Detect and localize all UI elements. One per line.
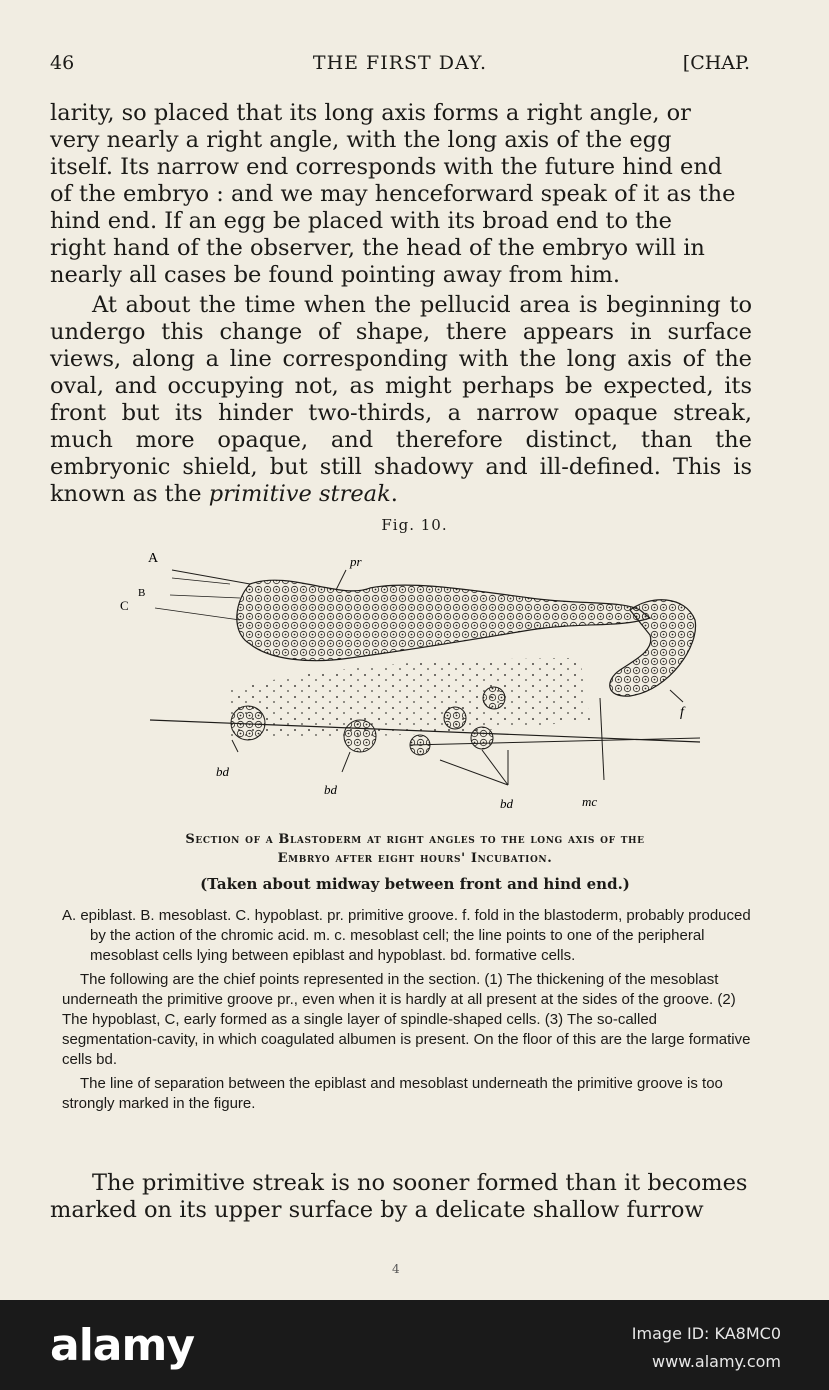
formative-cell (444, 707, 466, 729)
second-paragraph (50, 292, 752, 508)
alamy-logo: alamy (50, 1320, 194, 1371)
text-line: of the embryo : and we may henceforward speak of it as the (50, 181, 736, 207)
caption-line: Embryo after eight hours' Incubation. (277, 851, 553, 866)
stock-watermark-bar (0, 1300, 829, 1390)
page-number: 46 (50, 52, 75, 74)
text-line: hind end. If an egg be placed with its broad end to the (50, 208, 673, 234)
text-line: larity, so placed that its long axis forms a right angle, or (50, 100, 691, 126)
bottom-paragraph (50, 1170, 752, 1224)
figure-title: Fig. 10. (381, 516, 448, 534)
formative-cell (483, 687, 505, 709)
figure-legend (62, 906, 752, 1114)
blastoderm-section-illustration (110, 540, 730, 820)
text-line: very nearly a right angle, with the long axis of the egg (50, 127, 672, 153)
formative-cell (410, 735, 430, 755)
text-line: The primitive streak is no sooner formed than it becomes (92, 1170, 748, 1196)
paragraph-text: At about the time when the pellucid area is beginning to undergo this change of shape, there appears in surface views, along a line corresponding with the long axis of the oval, and occupying not, as might perhaps be expected, its front but its hinder two-thirds, a narrow opaque streak, much more opaque, and therefore distinct, than the embryonic shield, but still shadowy and ill-defined. This is known as the (50, 292, 752, 507)
text-line: right hand of the observer, the head of the embryo will in (50, 235, 705, 261)
formative-cell (471, 727, 493, 749)
label-pr: pr (350, 554, 362, 569)
legend-points: The following are the chief points represented in the section. (1) The thickening of the mesoblast underneath the primitive groove pr., even when it is hardly at all present at the sides of the groove. (2) The hypoblast, C, early formed as a single layer of spindle-shaped cells. (3) The so-called segmentation-cavity, in which coagulated albumen is present. On the floor of this are the large formative cells bd. (62, 971, 751, 1068)
label-bd-2: bd (324, 782, 337, 797)
text-line: marked on its upper surface by a delicate shallow furrow (50, 1197, 704, 1223)
label-f: f (680, 705, 684, 720)
running-title: THE FIRST DAY. (312, 52, 488, 74)
label-a: A (148, 551, 159, 566)
top-paragraph (50, 100, 752, 289)
watermark-url: www.alamy.com (652, 1352, 781, 1371)
formative-cell (231, 706, 265, 740)
image-id: Image ID: KA8MC0 (631, 1324, 781, 1343)
label-c: C (120, 598, 129, 613)
formative-cell (344, 720, 376, 752)
paragraph-end: . (390, 481, 398, 507)
caption-line: Section of a Blastoderm at right angles to the long axis of the (185, 832, 645, 847)
epiblast-layer (237, 580, 650, 660)
running-header (50, 52, 750, 82)
text-line: nearly all cases be found pointing away from him. (50, 262, 621, 288)
legend-note: The line of separation between the epiblast and mesoblast underneath the primitive groove is too strongly marked in the figure. (62, 1075, 723, 1112)
label-mc: mc (582, 794, 598, 809)
signature-mark: 4 (392, 1262, 400, 1276)
caption-subtitle: (Taken about midway between front and hind end.) (200, 875, 630, 893)
legend-key: A. epiblast. B. mesoblast. C. hypoblast. pr. primitive groove. f. fold in the blastoderm, probably produced by the action of the chromic acid. m. c. mesoblast cell; the line points to one of the peripheral mesoblast cells lying between epiblast and hypoblast. bd. formative cells. (62, 907, 751, 964)
label-bd-3: bd (500, 796, 513, 811)
label-bd-1: bd (216, 764, 229, 779)
primitive-streak-term: primitive streak (208, 481, 391, 507)
chapter-mark: [CHAP. (682, 52, 750, 74)
figure-caption (60, 830, 770, 868)
label-b: B (138, 587, 146, 599)
text-line: itself. Its narrow end corresponds with the future hind end (50, 154, 723, 180)
